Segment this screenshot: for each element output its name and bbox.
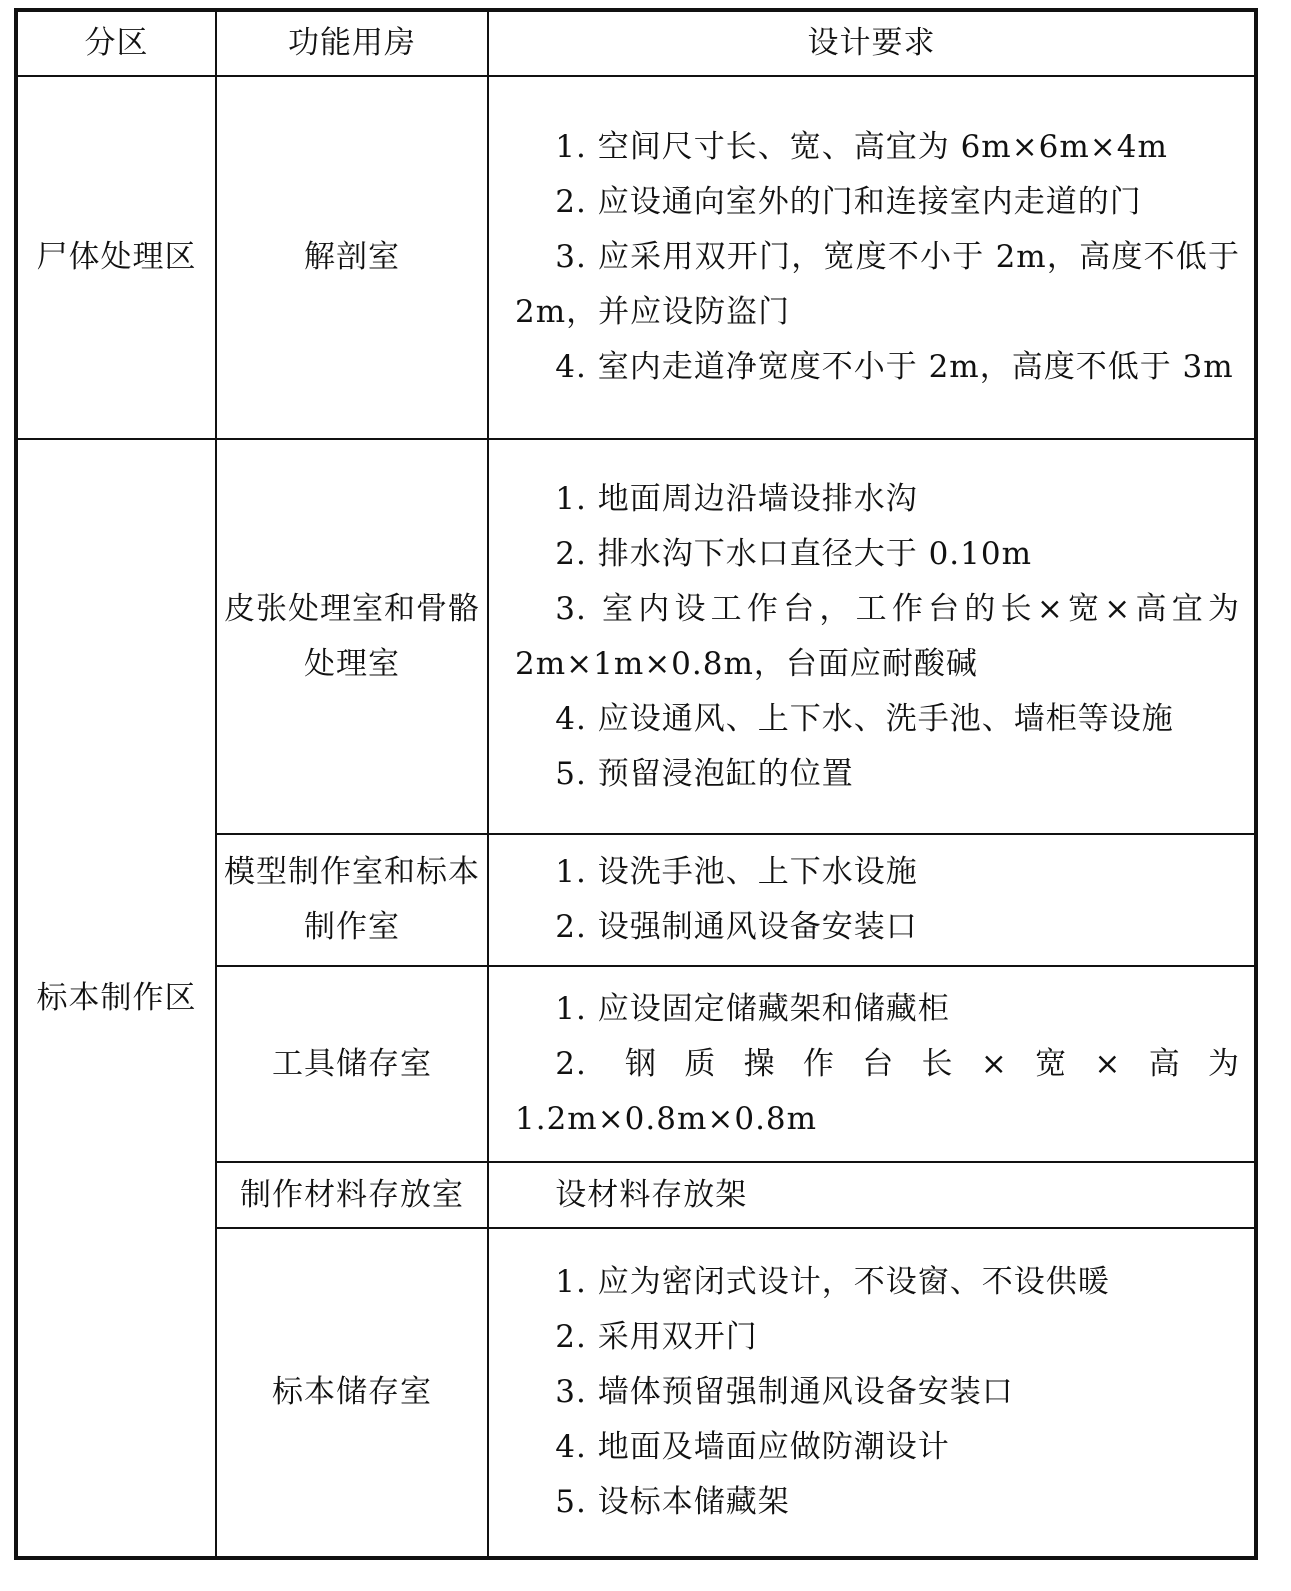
header-room: 功能用房 [216,10,488,76]
table-row [16,439,1256,834]
header-requirement: 设计要求 [488,10,1256,76]
design-requirements-table [14,8,1258,1560]
requirement-item: 4. 应设通风、上下水、洗手池、墙柜等设施 [555,700,1174,737]
table-row [16,76,1256,439]
requirements-cell [488,439,1256,834]
requirement-item: 4. 室内走道净宽度不小于 2m，高度不低于 3m [555,349,1234,385]
room-cell: 工具储存室 [216,966,488,1162]
room-cell: 标本储存室 [216,1228,488,1558]
requirement-item: 2. 排水沟下水口直径大于 0.10m [555,535,1032,572]
requirement-item: 3. 应采用双开门，宽度不小于 2m，高度不低于 2m，并应设防盗门 [515,239,1240,330]
requirement-item: 3. 墙体预留强制通风设备安装口 [555,1374,1014,1410]
room-cell: 解剖室 [216,76,488,439]
requirement-item: 1. 应为密闭式设计，不设窗、不设供暖 [555,1264,1110,1300]
requirement-item: 2. 采用双开门 [555,1319,758,1355]
requirements-cell [488,966,1256,1162]
zone-cell: 尸体处理区 [16,76,216,439]
requirement-item: 2. 钢质操作台长×宽×高为 1.2m×0.8m×0.8m [515,1045,1240,1137]
requirement-item: 3. 室内设工作台，工作台的长×宽×高宜为 2m×1m×0.8m，台面应耐酸碱 [515,590,1240,682]
header-row [16,10,1256,76]
requirement-item: 4. 地面及墙面应做防潮设计 [555,1429,950,1465]
room-cell: 模型制作室和标本制作室 [216,834,488,966]
requirement-item: 1. 应设固定储藏架和储藏柜 [555,990,950,1027]
requirements-cell [488,1228,1256,1558]
zone-cell: 标本制作区 [16,439,216,1558]
requirements-cell [488,834,1256,966]
room-cell: 制作材料存放室 [216,1162,488,1228]
requirement-item: 2. 应设通向室外的门和连接室内走道的门 [555,184,1142,220]
room-cell: 皮张处理室和骨骼处理室 [216,439,488,834]
requirement-item: 5. 预留浸泡缸的位置 [555,755,854,792]
requirement-item: 2. 设强制通风设备安装口 [555,909,918,945]
header-zone: 分区 [16,10,216,76]
requirement-item: 5. 设标本储藏架 [555,1484,790,1520]
requirement-item: 设材料存放架 [555,1176,748,1213]
requirement-item: 1. 地面周边沿墙设排水沟 [555,480,918,517]
requirements-cell [488,1162,1256,1228]
requirement-item: 1. 设洗手池、上下水设施 [555,854,918,890]
requirements-cell [488,76,1256,439]
requirement-item: 1. 空间尺寸长、宽、高宜为 6m×6m×4m [555,129,1168,165]
